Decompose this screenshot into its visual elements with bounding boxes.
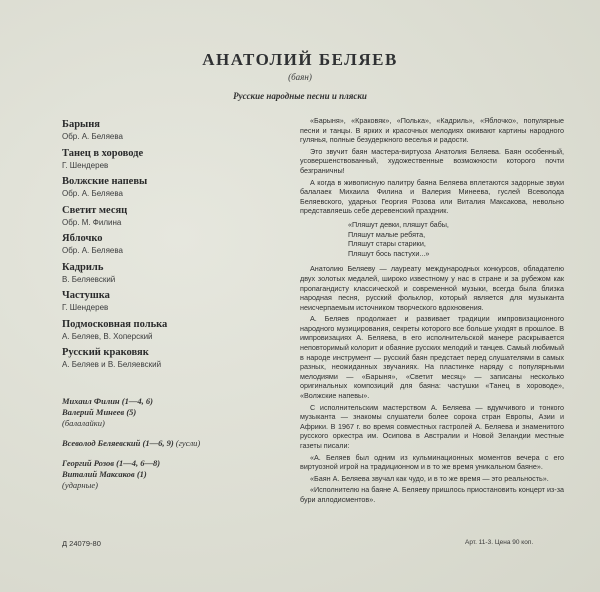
poem-line: «Пляшут девки, пляшут бабы, [348, 219, 449, 229]
performer-name: Михаил Филин (1—4, 6) [62, 396, 153, 406]
performer-group [62, 458, 282, 491]
instrument-label: (баян) [288, 72, 312, 82]
performer-line [62, 480, 282, 491]
track-arranger: А. Беляев и В. Беляевский [62, 360, 162, 369]
performer-role: (балалайки) [62, 418, 105, 428]
track-arranger: Обр. А. Беляева [62, 189, 123, 198]
performer-role: (гусли) [175, 438, 201, 448]
track-item [62, 175, 262, 204]
liner-paragraph: А. Беляев продолжает и развивает традиции импровизационного народного музицирования, секреты которого все больше уходят в прошлое. В импровизациях А. Беляева, в его исполнительской манере раскрывается неповторимый колорит и обаяние русских мелодий и танцев. Самый любимый в народе инструмент — русский баян предстает перед слушателями в самых разных, неожиданных звучаниях. На пластинке наряду с популярными мелодиями — «Барыня», «Светит месяц» — записаны несколько оригинальных композиций для баяна: частушки «Танец в хороводе», «Волжские напевы». [300, 314, 564, 401]
performer-name: Валерий Минеев (5) [62, 407, 137, 417]
performer-group [62, 396, 282, 429]
liner-paragraph: Это звучит баян мастера-виртуоза Анатолия Беляева. Баян особенный, усовершенствованный, художественные возможности которого почти безграничны! [300, 146, 564, 175]
poem-quote [348, 220, 564, 258]
track-item [62, 147, 262, 176]
track-title: Подмосковная полька [62, 318, 168, 330]
track-arranger: Г. Шендерев [62, 303, 109, 312]
track-item [62, 232, 262, 261]
track-arranger: Обр. А. Беляева [62, 246, 123, 255]
track-item [62, 289, 262, 318]
press-quote: «Баян А. Беляева звучал как чудо, и в то же время — это реальность». [310, 473, 549, 483]
press-quote: «Исполнителю на баяне А. Беляеву пришлось приостановить концерт из-за бури аплодисментов». [300, 485, 564, 504]
performer-line [62, 438, 282, 449]
price-line: Арт. 11-3. Цена 90 коп. [465, 539, 534, 546]
track-title: Светит месяц [62, 204, 128, 216]
performer-name: Всеволод Беляевский (1—6, 9) [62, 438, 174, 448]
liner-paragraph: «Барыня», «Краковяк», «Полька», «Кадриль», «Яблочко», популярные песни и танцы. В ярких и красочных мелодиях оживают картины народного гулянья, полные безудержного веселья и радости. [300, 116, 564, 145]
track-item [62, 261, 262, 290]
performer-name: Виталий Максаков (1) [62, 469, 147, 479]
liner-paragraph: С исполнительским мастерством А. Беляева — вдумчивого и тонкого музыканта — знакомы слушатели более сорока стран Европы, Азии и Африки. В 1967 г. во время совместных гастролей А. Беляева и знаменитого русского оркестра им. Осипова в Австралии и Новой Зеландии местные газеты писали: [300, 402, 564, 450]
track-list [62, 118, 262, 375]
track-arranger: Обр. А. Беляева [62, 132, 123, 141]
performer-line [62, 396, 282, 407]
track-item [62, 118, 262, 147]
performer-name: Георгий Розов (1—4, 6—8) [62, 458, 161, 468]
poem-line: Пляшут стары старики, [348, 239, 426, 249]
album-subtitle: Русские народные песни и пляски [233, 91, 367, 101]
album-title: АНАТОЛИЙ БЕЛЯЕВ [202, 50, 398, 69]
performer-role: (ударные) [62, 480, 98, 490]
track-arranger: Г. Шендерев [62, 160, 109, 170]
track-title: Барыня [62, 119, 100, 130]
track-title: Кадриль [62, 261, 104, 273]
performer-line [62, 469, 282, 480]
poem-line: Пляшут бось пастухи...» [348, 248, 430, 258]
liner-paragraph: Анатолию Беляеву — лауреату международных конкурсов, обладателю двух золотых медалей, широко известному у нас в стране и за рубежом как пропагандисту классической и современной музыки, всегда была близка народная песня, русский фольклор, который является для музыканта неисчерпаемым источником творческого вдохновения. [300, 264, 564, 312]
performer-line [62, 458, 282, 469]
track-title: Яблочко [62, 233, 103, 244]
track-arranger: В. Беляевский [62, 274, 116, 284]
catalog-number: Д 24079-80 [62, 539, 101, 548]
press-quote: «А. Беляев был одним из кульминационных моментов вечера с его виртуозной игрой на традиционном и в то же время уникальном баяне». [300, 452, 564, 472]
poem-line: Пляшут малые ребята, [348, 229, 426, 239]
track-arranger: Обр. М. Филина [62, 217, 122, 227]
track-arranger: А. Беляев, В. Хоперский [62, 331, 153, 341]
performers-list [62, 396, 282, 500]
performer-group [62, 438, 282, 449]
liner-paragraph: А когда в живописную палитру баяна Беляева вплетаются задорные звуки балалаек Михаила Филина и Валерия Минеева, гуслей Всеволода Беляевского, ударных Георгия Розова или Виталия Максакова, невольно представляешь себе деревенский праздник. [300, 177, 564, 216]
track-item [62, 318, 262, 347]
track-title: Танец в хороводе [62, 147, 144, 159]
track-title: Волжские напевы [62, 176, 148, 187]
performer-line [62, 407, 282, 418]
track-item [62, 346, 262, 375]
track-title: Русский краковяк [62, 347, 149, 358]
track-item [62, 204, 262, 233]
performer-line [62, 418, 282, 429]
track-title: Частушка [62, 290, 110, 301]
liner-notes [300, 116, 564, 507]
